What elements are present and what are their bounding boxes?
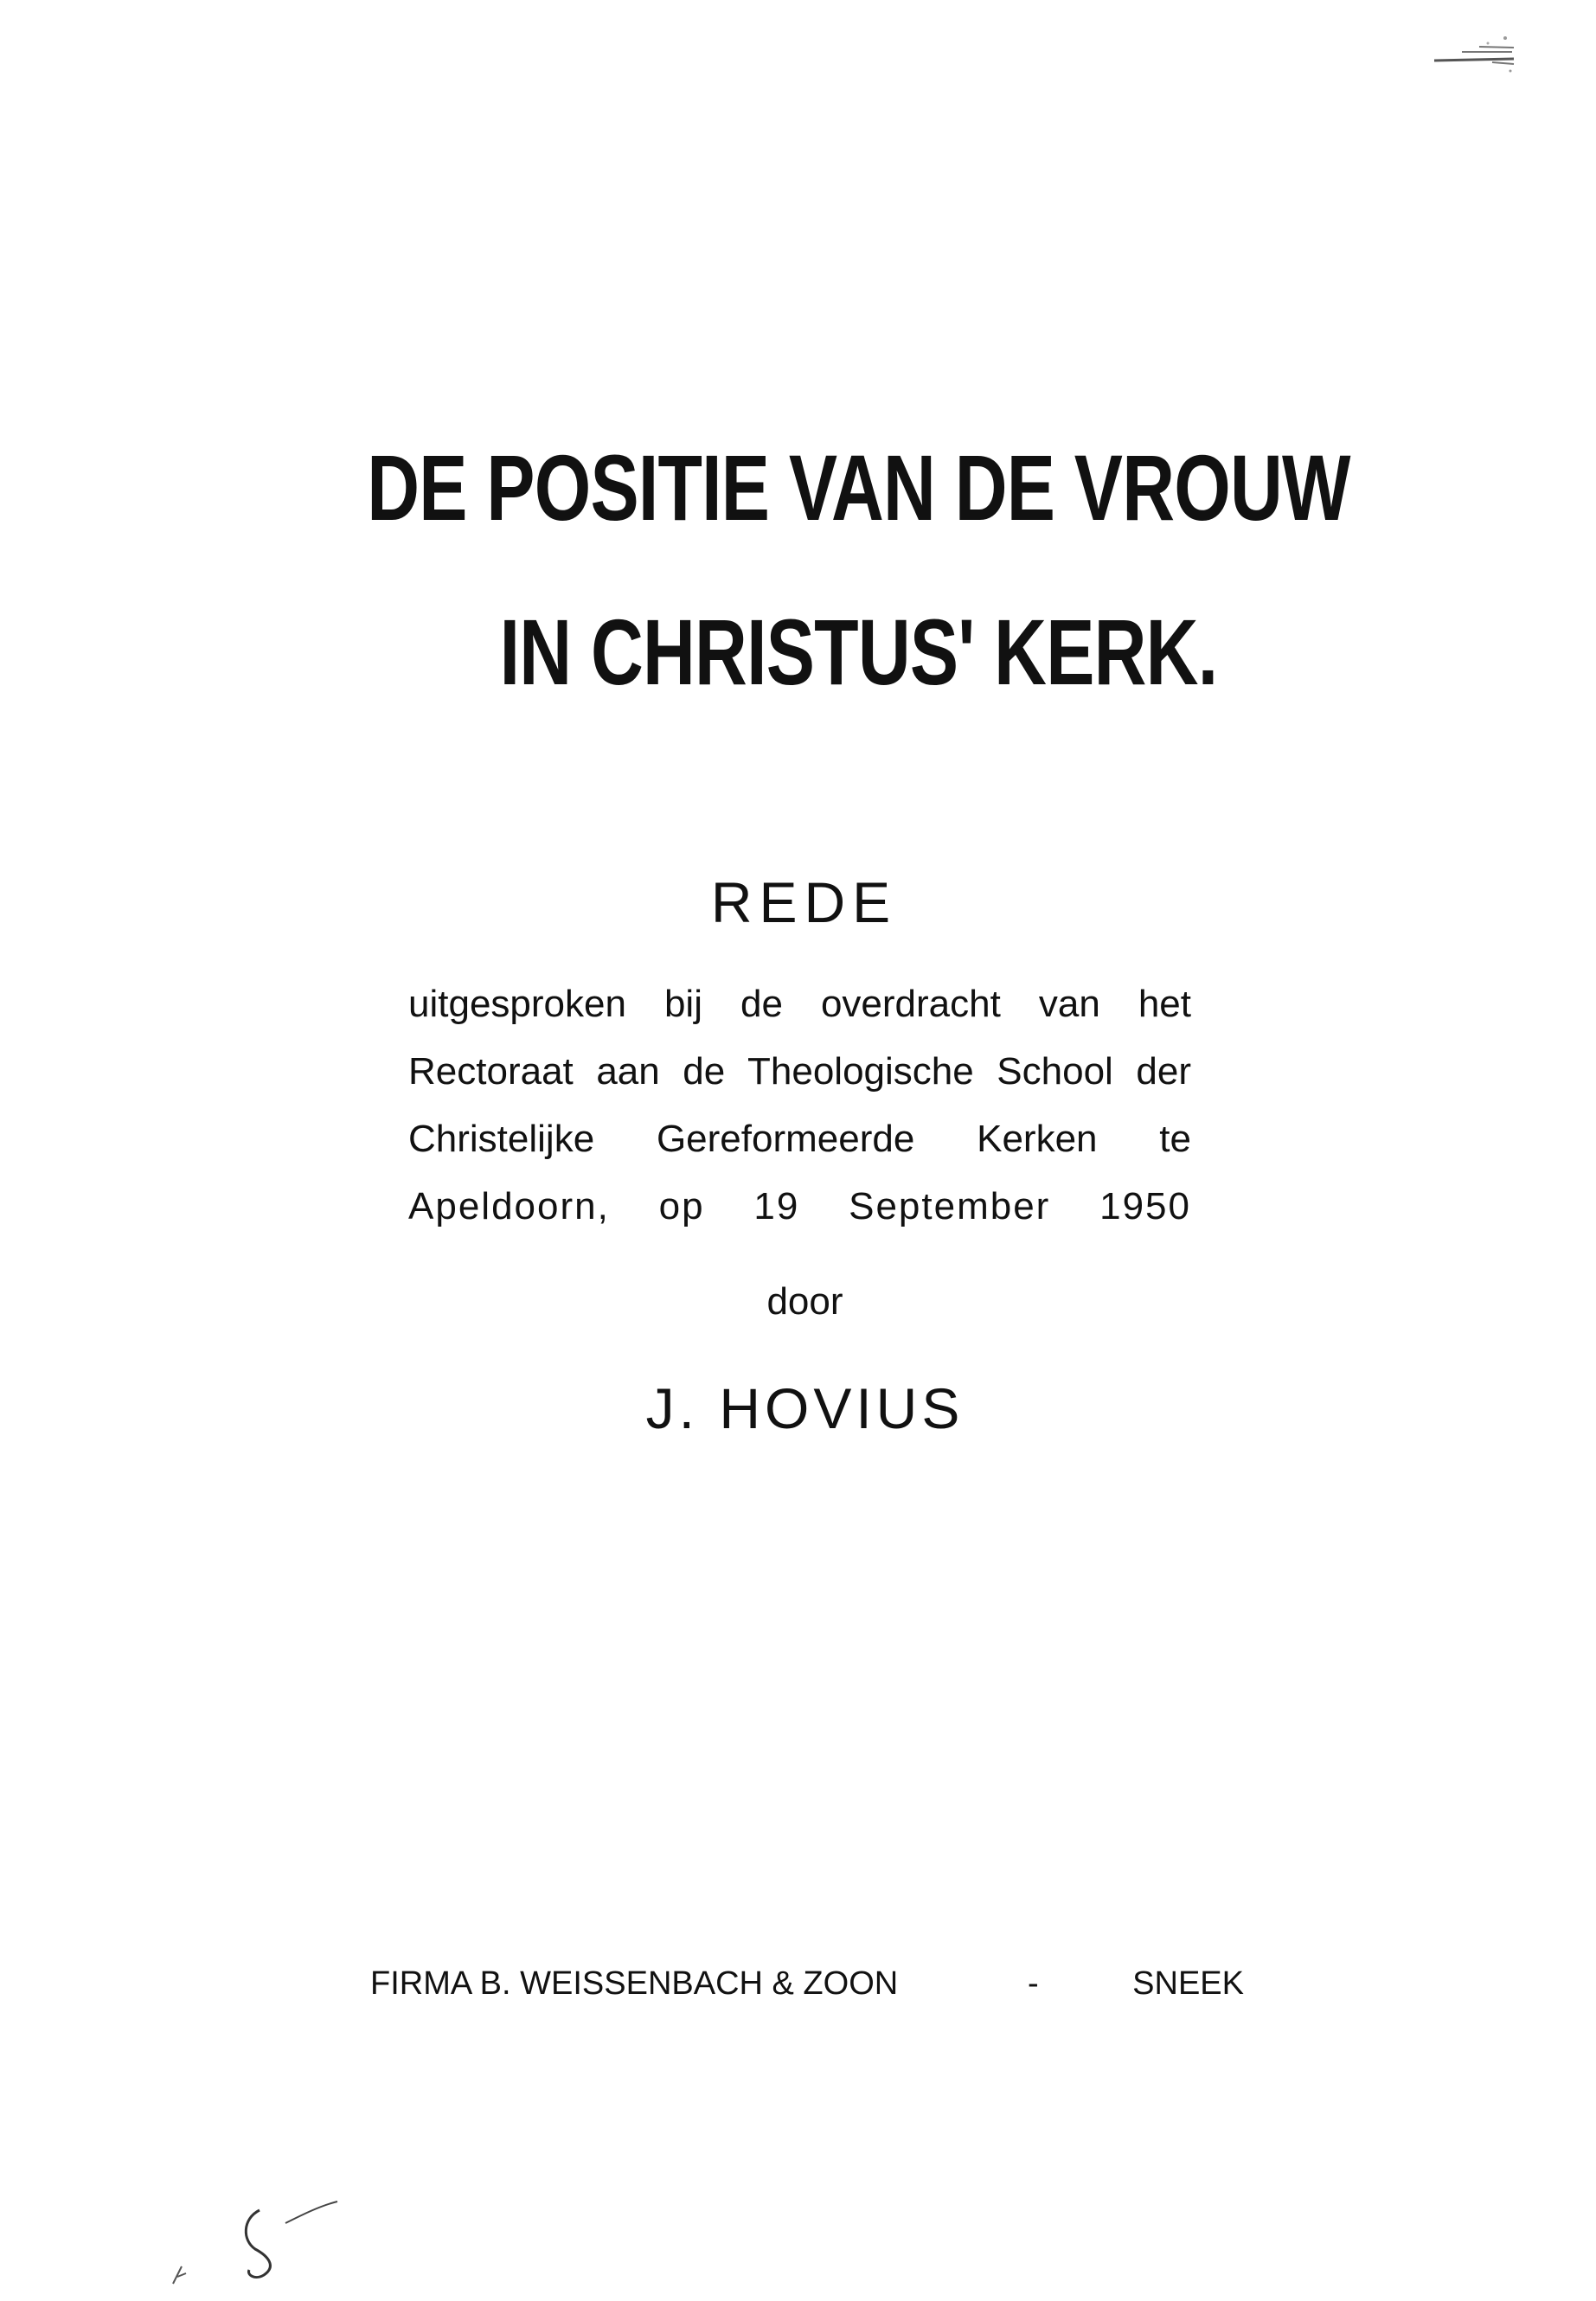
subtitle: REDE [710, 870, 898, 934]
description-line-1: uitgesproken bij de overdracht van het [408, 983, 1191, 1025]
imprint-separator: - [1028, 1965, 1039, 2002]
by-label: door [766, 1280, 843, 1323]
title-line-2: IN CHRISTUS' KERK. [499, 599, 1218, 704]
publisher: FIRMA B. WEISSENBACH & ZOON [370, 1965, 899, 2002]
publisher-city: SNEEK [1132, 1965, 1244, 2002]
description [408, 971, 1191, 1240]
description-line-3: Christelijke Gereformeerde Kerken te [408, 1118, 1191, 1160]
author-name: J. HOVIUS [645, 1376, 965, 1440]
description-line-4: Apeldoorn, op 19 September 1950 [408, 1185, 1191, 1227]
description-line-2: Rectoraat aan de Theologische School der [408, 1050, 1191, 1093]
handwritten-mark [156, 2180, 363, 2301]
scan-noise-mark [1427, 26, 1522, 78]
title-line-1: DE POSITIE VAN DE VROUW [367, 435, 1350, 540]
